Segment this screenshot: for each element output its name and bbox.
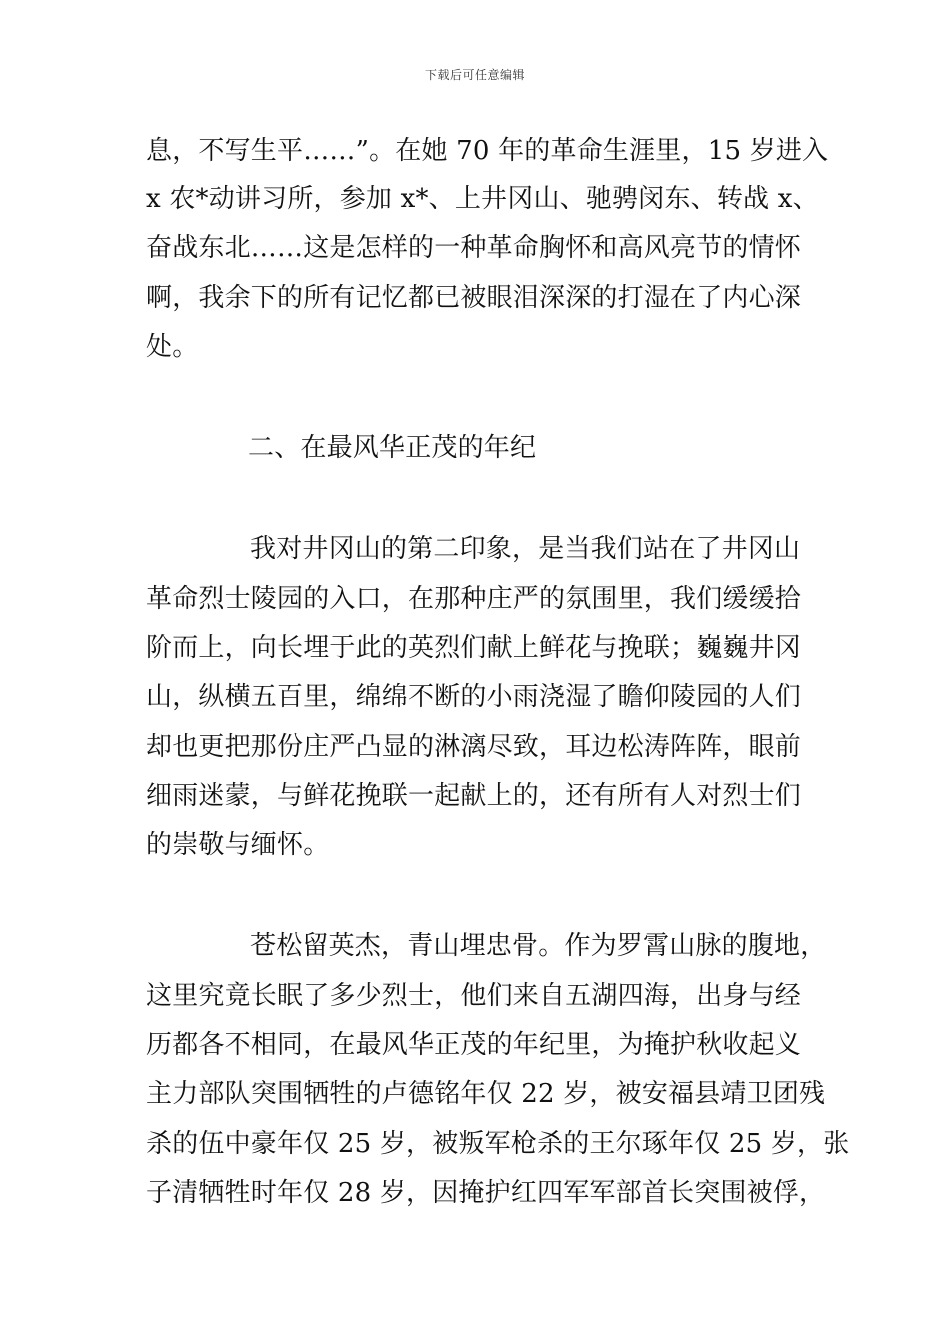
- paragraph-line: 杀的伍中豪年仅 25 岁，被叛军枪杀的王尔琢年仅 25 岁，张: [146, 1129, 850, 1159]
- paragraph-line: 啊，我余下的所有记忆都已被眼泪深深的打湿在了内心深: [146, 283, 802, 313]
- paragraph-line: 息，不写生平……”。在她 70 年的革命生涯里，15 岁进入: [146, 136, 829, 166]
- paragraph-line: 历都各不相同，在最风华正茂的年纪里，为掩护秋收起义: [146, 1030, 802, 1060]
- paragraph-line: 我对井冈山的第二印象，是当我们站在了井冈山: [250, 534, 801, 564]
- paragraph-line: 苍松留英杰，青山埋忠骨。作为罗霄山脉的腹地，: [250, 931, 827, 961]
- paragraph-line: 的崇敬与缅怀。: [146, 830, 330, 860]
- page-header: 下载后可任意编辑: [424, 68, 525, 82]
- paragraph-line: 却也更把那份庄严凸显的淋漓尽致，耳边松涛阵阵，眼前: [146, 732, 802, 762]
- paragraph-line: x 农*动讲习所，参加 x*、上井冈山、驰骋闵东、转战 x、: [146, 184, 819, 214]
- paragraph-line: 这里究竟长眠了多少烈士，他们来自五湖四海，出身与经: [146, 981, 802, 1011]
- paragraph-line: 细雨迷蒙，与鲜花挽联一起献上的，还有所有人对烈士们: [146, 781, 802, 811]
- paragraph-line: 山，纵横五百里，绵绵不断的小雨浇湿了瞻仰陵园的人们: [146, 682, 802, 712]
- paragraph-line: 奋战东北……这是怎样的一种革命胸怀和高风亮节的情怀: [146, 233, 802, 263]
- paragraph-line: 阶而上，向长埋于此的英烈们献上鲜花与挽联；巍巍井冈: [146, 633, 802, 663]
- paragraph-line: 主力部队突围牺牲的卢德铭年仅 22 岁，被安福县靖卫团残: [146, 1079, 826, 1109]
- section-heading: 二、在最风华正茂的年纪: [248, 433, 537, 463]
- paragraph-line: 子清牺牲时年仅 28 岁，因掩护红四军军部首长突围被俘，: [146, 1178, 826, 1208]
- paragraph-line: 处。: [146, 332, 199, 362]
- paragraph-line: 革命烈士陵园的入口，在那种庄严的氛围里，我们缓缓拾: [146, 584, 802, 614]
